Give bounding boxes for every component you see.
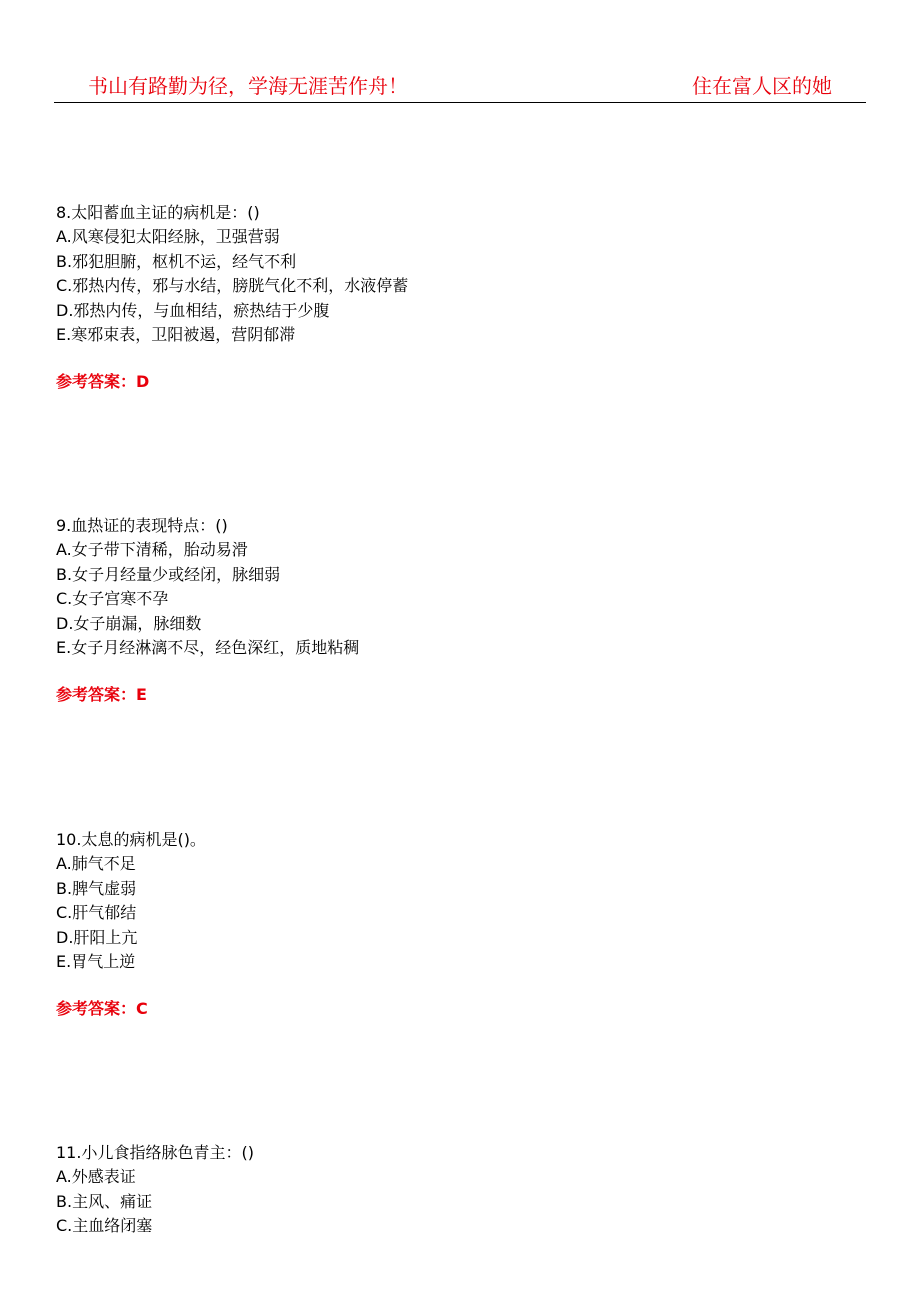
option-e: E.女子月经淋漓不尽，经色深红，质地粘稠	[56, 638, 360, 658]
question-stem: 8.太阳蓄血主证的病机是：()	[56, 203, 260, 222]
question-8	[56, 201, 856, 394]
option-b: B.主风、痛证	[56, 1191, 153, 1211]
header-divider	[54, 102, 866, 103]
option-b: B.女子月经量少或经闭，脉细弱	[56, 564, 281, 584]
page-header	[0, 0, 920, 110]
option-a: A.女子带下清稀，胎动易滑	[56, 540, 248, 560]
option-b: B.邪犯胆腑，枢机不运，经气不利	[56, 251, 297, 271]
option-c: C.肝气郁结	[56, 903, 137, 923]
header-author: 住在富人区的她	[692, 74, 832, 98]
option-e: E.胃气上逆	[56, 952, 136, 972]
option-b: B.脾气虚弱	[56, 878, 137, 898]
option-a: A.风寒侵犯太阳经脉，卫强营弱	[56, 227, 280, 247]
reference-answer: 参考答案：D	[56, 372, 150, 392]
option-a: A.肺气不足	[56, 854, 136, 874]
question-9	[56, 514, 856, 707]
option-c: C.女子宫寒不孕	[56, 589, 169, 609]
question-stem: 10.太息的病机是()。	[56, 830, 206, 849]
option-e: E.寒邪束表，卫阳被遏，营阴郁滞	[56, 325, 296, 345]
option-d: D.邪热内传，与血相结，瘀热结于少腹	[56, 300, 330, 320]
reference-answer: 参考答案：C	[56, 999, 148, 1019]
question-11	[56, 1141, 856, 1239]
option-a: A.外感表证	[56, 1167, 136, 1187]
reference-answer: 参考答案：E	[56, 685, 147, 705]
option-c: C.邪热内传，邪与水结，膀胱气化不利，水液停蓄	[56, 276, 409, 296]
header-motto: 书山有路勤为径，学海无涯苦作舟！	[88, 74, 408, 98]
question-10	[56, 828, 856, 1021]
option-d: D.女子崩漏，脉细数	[56, 613, 202, 633]
question-stem: 9.血热证的表现特点：()	[56, 516, 228, 535]
option-c: C.主血络闭塞	[56, 1216, 153, 1236]
question-stem: 11.小儿食指络脉色青主：()	[56, 1143, 254, 1162]
option-d: D.肝阳上亢	[56, 927, 138, 947]
